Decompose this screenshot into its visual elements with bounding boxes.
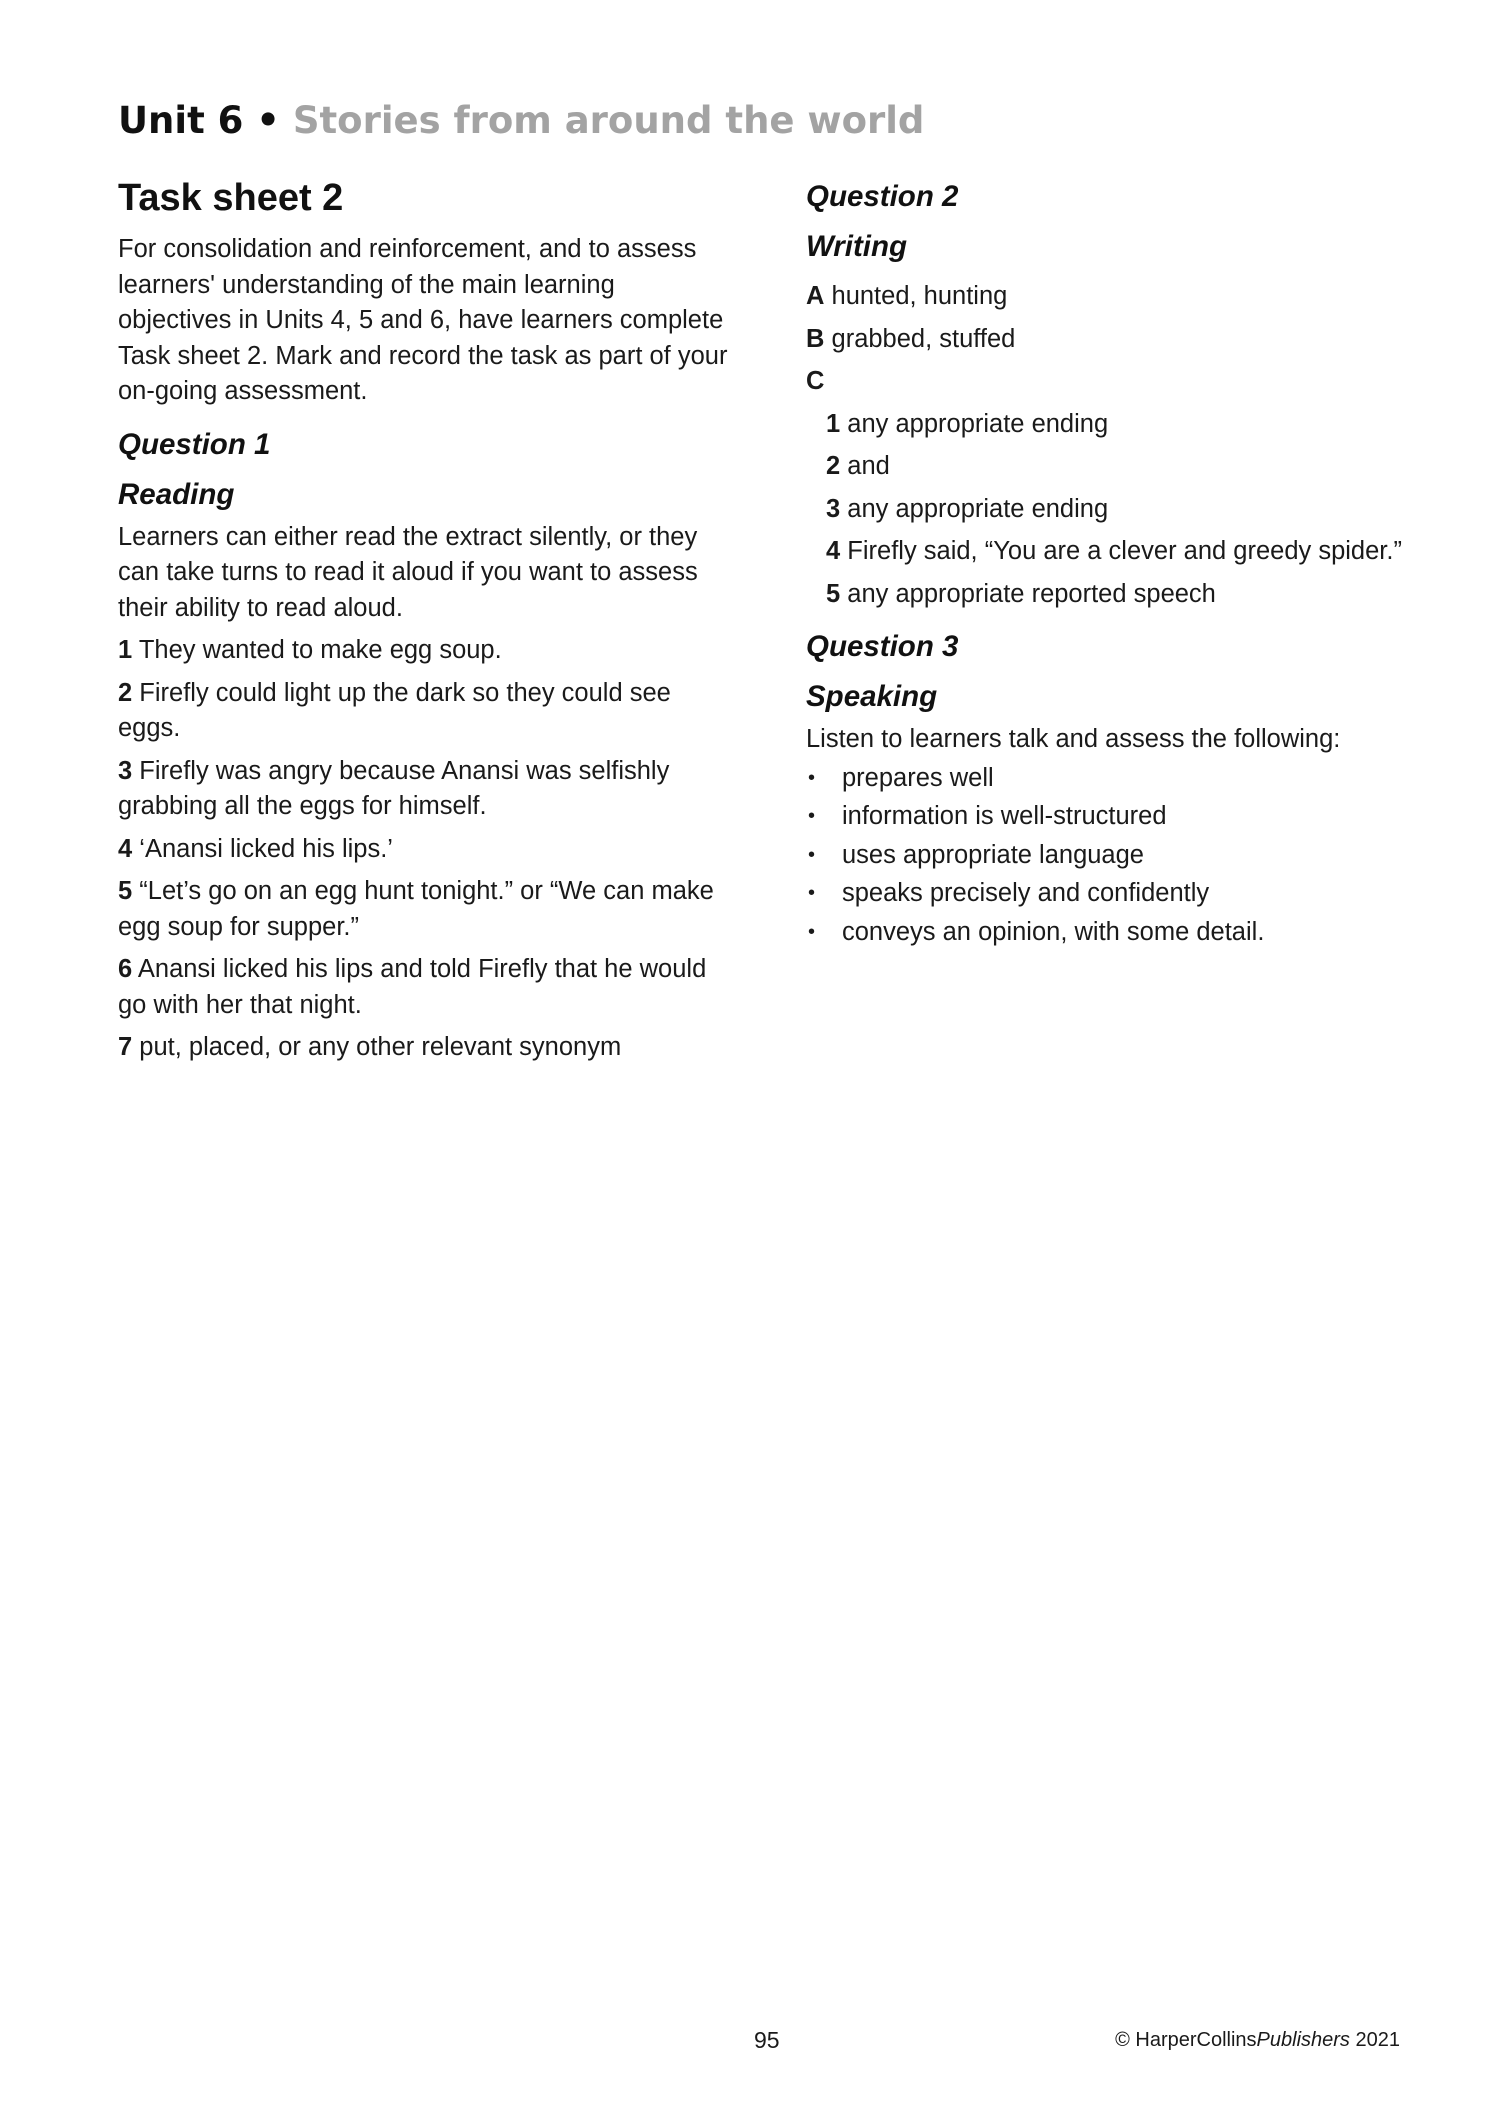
answer-text: They wanted to make egg soup. xyxy=(138,636,502,664)
answer-item xyxy=(118,676,728,747)
answer-text: Anansi licked his lips and told Firefly that he would go with her that night. xyxy=(118,955,707,1019)
bullet-icon: • xyxy=(808,805,816,827)
list-item xyxy=(806,799,1406,835)
answer-label: C xyxy=(806,367,825,395)
answer-item xyxy=(118,754,728,825)
answer-number: 1 xyxy=(826,409,841,438)
copyright-notice xyxy=(1115,2025,1400,2055)
question-2-subheading: Writing xyxy=(806,230,908,263)
list-item-text: information is well-structured xyxy=(842,802,1167,830)
answer-text: grabbed, stuffed xyxy=(831,324,1016,353)
question-3-heading: Question 3 xyxy=(806,630,959,663)
list-item-text: conveys an opinion, with some detail. xyxy=(842,917,1265,946)
answer-text: hunted, hunting xyxy=(831,282,1008,310)
list-item xyxy=(806,876,1406,912)
answer-number: 5 xyxy=(118,877,133,905)
copyright-prefix: © HarperCollins xyxy=(1115,2029,1257,2051)
answer-number: 3 xyxy=(118,756,133,785)
speaking-criteria-list xyxy=(806,761,1406,951)
answer-text: Firefly said, “You are a clever and greedy spider.” xyxy=(847,537,1402,565)
answer-text: ‘Anansi licked his lips.’ xyxy=(139,834,393,863)
answer-number: 2 xyxy=(118,678,133,707)
question-1-heading: Question 1 xyxy=(118,427,271,461)
unit-header xyxy=(118,96,924,146)
right-column xyxy=(806,172,1406,950)
answer-item xyxy=(826,449,1406,485)
answer-item xyxy=(118,1030,728,1066)
list-item xyxy=(806,761,1406,797)
answer-text: Firefly was angry because Anansi was selfishly grabbing all the eggs for himself. xyxy=(118,756,670,820)
list-item-text: prepares well xyxy=(842,763,994,792)
answer-label: A xyxy=(806,282,825,310)
answer-text: any appropriate ending xyxy=(847,409,1109,438)
answer-item xyxy=(826,407,1406,443)
answer-text: and xyxy=(847,452,890,480)
answer-number: 1 xyxy=(118,636,133,664)
answer-item xyxy=(826,577,1406,613)
answer-item xyxy=(826,492,1406,528)
answer-item xyxy=(118,874,728,945)
question-3-intro: Listen to learners talk and assess the following: xyxy=(806,725,1341,753)
copyright-year: 2021 xyxy=(1349,2029,1400,2051)
answer-number: 3 xyxy=(826,494,841,523)
answer-item xyxy=(826,534,1406,570)
list-item-text: uses appropriate language xyxy=(842,840,1144,869)
answer-number: 7 xyxy=(118,1033,133,1061)
writing-answer-b xyxy=(806,322,1406,358)
page-number: 95 xyxy=(754,2027,780,2053)
writing-answer-c xyxy=(806,364,1406,400)
intro-paragraph: For consolidation and reinforcement, and to assess learners' understanding of the main learning objectives in Units 4, 5 and 6, have learners complete Task sheet 2. Mark and record the task as part of your on-going assessment. xyxy=(118,235,728,405)
list-item xyxy=(806,915,1406,951)
answer-text: “Let’s go on an egg hunt tonight.” or “We can make egg soup for supper.” xyxy=(118,877,714,941)
answer-item xyxy=(118,952,728,1023)
answer-number: 6 xyxy=(118,955,133,983)
answer-item xyxy=(118,832,728,868)
answer-label: B xyxy=(806,324,825,353)
bullet-icon: • xyxy=(808,920,816,943)
answer-number: 4 xyxy=(826,537,841,565)
copyright-italic: Publishers xyxy=(1256,2029,1350,2051)
list-item xyxy=(806,838,1406,874)
answer-text: any appropriate reported speech xyxy=(847,579,1216,608)
unit-label: Unit 6 xyxy=(118,99,244,142)
answer-text: put, placed, or any other relevant synonym xyxy=(139,1033,622,1061)
question-1-note: Learners can either read the extract silently, or they can take turns to read it aloud if you want to assess their ability to read aloud. xyxy=(118,522,698,622)
left-column xyxy=(118,172,728,1066)
writing-answer-a xyxy=(806,279,1406,315)
bullet-icon: • xyxy=(808,882,816,904)
answer-text: Firefly could light up the dark so they could see eggs. xyxy=(118,678,671,742)
answer-hanging xyxy=(826,534,1406,570)
header-separator: • xyxy=(256,99,280,142)
answer-text: any appropriate ending xyxy=(847,494,1109,523)
writing-c-list xyxy=(806,407,1406,613)
page-title: Task sheet 2 xyxy=(118,177,344,219)
list-item-text: speaks precisely and confidently xyxy=(842,879,1210,907)
bullet-icon: • xyxy=(808,766,816,789)
answer-number: 2 xyxy=(826,452,841,480)
unit-subtitle: Stories from around the world xyxy=(292,99,925,142)
question-2-heading: Question 2 xyxy=(806,180,959,213)
answer-item xyxy=(118,633,728,669)
question-3-subheading: Speaking xyxy=(806,680,938,713)
answer-number: 5 xyxy=(826,579,841,608)
answer-number: 4 xyxy=(118,834,133,863)
question-1-subheading: Reading xyxy=(118,477,235,511)
bullet-icon: • xyxy=(808,843,816,866)
